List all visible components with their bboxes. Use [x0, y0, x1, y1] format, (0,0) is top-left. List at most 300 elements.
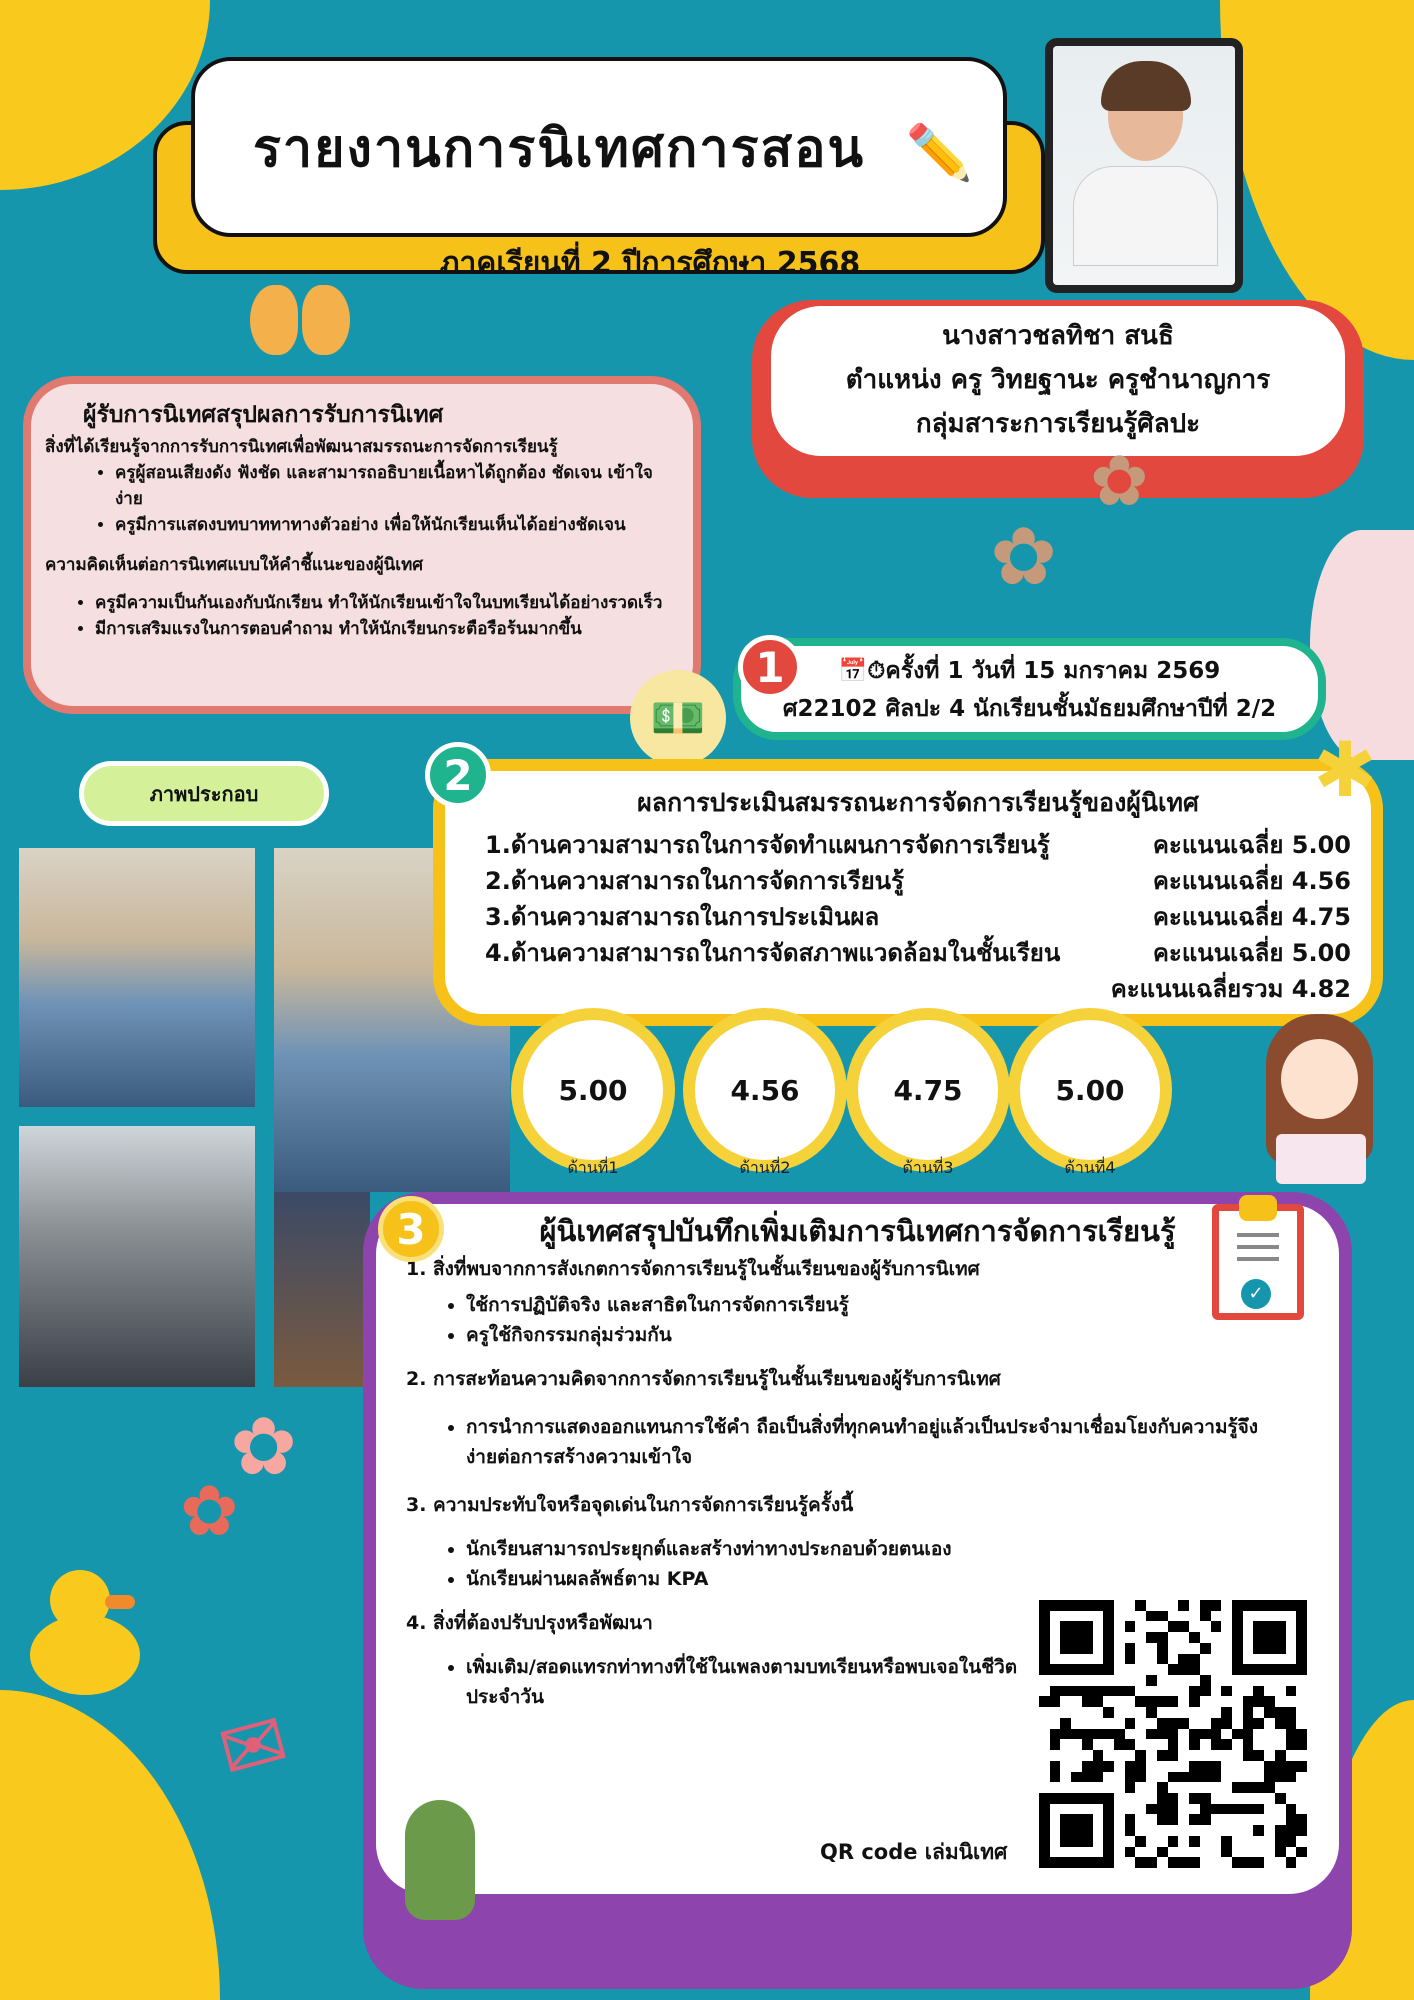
- qr-module: [1135, 1857, 1146, 1868]
- qr-module: [1071, 1729, 1082, 1740]
- qr-module: [1039, 1772, 1050, 1783]
- qr-module: [1146, 1664, 1157, 1675]
- qr-module: [1103, 1707, 1114, 1718]
- qr-module: [1200, 1836, 1211, 1847]
- qr-module: [1093, 1686, 1104, 1697]
- qr-module: [1082, 1793, 1093, 1804]
- qr-module: [1146, 1761, 1157, 1772]
- qr-module: [1071, 1847, 1082, 1858]
- qr-module: [1039, 1836, 1050, 1847]
- qr-module: [1039, 1611, 1050, 1622]
- qr-module: [1146, 1686, 1157, 1697]
- qr-module: [1286, 1836, 1297, 1847]
- qr-module: [1146, 1847, 1157, 1858]
- qr-module: [1157, 1793, 1168, 1804]
- qr-module: [1093, 1857, 1104, 1868]
- qr-module: [1275, 1750, 1286, 1761]
- qr-module: [1275, 1793, 1286, 1804]
- qr-module: [1093, 1729, 1104, 1740]
- qr-module: [1221, 1632, 1232, 1643]
- qr-module: [1093, 1761, 1104, 1772]
- qr-module: [1275, 1600, 1286, 1611]
- qr-module: [1253, 1793, 1264, 1804]
- qr-module: [1275, 1707, 1286, 1718]
- qr-module: [1232, 1825, 1243, 1836]
- qr-module: [1221, 1761, 1232, 1772]
- qr-module: [1243, 1611, 1254, 1622]
- qr-module: [1296, 1772, 1307, 1783]
- qr-module: [1103, 1750, 1114, 1761]
- qr-module: [1253, 1739, 1264, 1750]
- qr-module: [1093, 1611, 1104, 1622]
- qr-module: [1296, 1750, 1307, 1761]
- qr-module: [1103, 1611, 1114, 1622]
- qr-module: [1060, 1772, 1071, 1783]
- qr-module: [1253, 1814, 1264, 1825]
- qr-module: [1296, 1739, 1307, 1750]
- qr-module: [1296, 1664, 1307, 1675]
- step-1-badge: 1: [738, 635, 802, 699]
- qr-module: [1275, 1847, 1286, 1858]
- qr-module: [1243, 1600, 1254, 1611]
- qr-module: [1189, 1675, 1200, 1686]
- qr-module: [1125, 1857, 1136, 1868]
- qr-module: [1189, 1857, 1200, 1868]
- qr-module: [1157, 1718, 1168, 1729]
- qr-module: [1114, 1772, 1125, 1783]
- qr-module: [1275, 1654, 1286, 1665]
- qr-module: [1135, 1847, 1146, 1858]
- qr-module: [1060, 1611, 1071, 1622]
- qr-module: [1157, 1600, 1168, 1611]
- qr-module: [1103, 1825, 1114, 1836]
- qr-module: [1157, 1761, 1168, 1772]
- qr-module: [1221, 1750, 1232, 1761]
- qr-module: [1286, 1600, 1297, 1611]
- learned-item: • ครูมีการแสดงบทบาททาทางตัวอย่าง เพื่อให้นักเรียนเห็นได้อย่างชัดเจน: [115, 512, 679, 538]
- qr-module: [1232, 1632, 1243, 1643]
- qr-module: [1039, 1739, 1050, 1750]
- qr-module: [1093, 1750, 1104, 1761]
- qr-module: [1093, 1696, 1104, 1707]
- qr-module: [1060, 1750, 1071, 1761]
- qr-module: [1071, 1814, 1082, 1825]
- qr-module: [1253, 1632, 1264, 1643]
- qr-module: [1168, 1825, 1179, 1836]
- qr-module: [1178, 1686, 1189, 1697]
- qr-module: [1189, 1621, 1200, 1632]
- qr-module: [1125, 1696, 1136, 1707]
- opinion-item: • ครูมีความเป็นกันเองกับนักเรียน ทำให้นักเรียนเข้าใจในบทเรียนได้อย่างรวดเร็ว: [95, 590, 679, 616]
- qr-module: [1296, 1643, 1307, 1654]
- qr-module: [1093, 1632, 1104, 1643]
- qr-module: [1200, 1814, 1211, 1825]
- qr-module: [1135, 1621, 1146, 1632]
- qr-module: [1050, 1696, 1061, 1707]
- qr-module: [1050, 1621, 1061, 1632]
- qr-module: [1264, 1739, 1275, 1750]
- qr-module: [1093, 1739, 1104, 1750]
- qr-module: [1146, 1793, 1157, 1804]
- qr-module: [1178, 1621, 1189, 1632]
- qr-module: [1211, 1782, 1222, 1793]
- notes-heading: 2. การสะท้อนความคิดจากการจัดการเรียนรู้ในชั้นเรียนของผู้รับการนิเทศ: [406, 1368, 1001, 1390]
- qr-module: [1275, 1621, 1286, 1632]
- qr-module: [1264, 1611, 1275, 1622]
- qr-module: [1200, 1761, 1211, 1772]
- qr-module: [1286, 1621, 1297, 1632]
- qr-module: [1275, 1632, 1286, 1643]
- qr-module: [1114, 1804, 1125, 1815]
- qr-module: [1243, 1696, 1254, 1707]
- qr-module: [1050, 1600, 1061, 1611]
- qr-module: [1221, 1857, 1232, 1868]
- qr-module: [1103, 1804, 1114, 1815]
- duck-illustration: [30, 1570, 140, 1700]
- qr-module: [1275, 1643, 1286, 1654]
- qr-module: [1093, 1814, 1104, 1825]
- title-box: [191, 57, 1007, 237]
- qr-module: [1135, 1793, 1146, 1804]
- session-date: ครั้งที่ 1 วันที่ 15 มกราคม 2569: [885, 658, 1221, 684]
- qr-module: [1114, 1611, 1125, 1622]
- qr-module: [1253, 1847, 1264, 1858]
- qr-module: [1082, 1782, 1093, 1793]
- qr-module: [1286, 1675, 1297, 1686]
- qr-module: [1200, 1772, 1211, 1783]
- qr-module: [1060, 1696, 1071, 1707]
- qr-module: [1178, 1675, 1189, 1686]
- qr-module: [1275, 1772, 1286, 1783]
- qr-module: [1200, 1686, 1211, 1697]
- qr-module: [1296, 1782, 1307, 1793]
- score-badge-label: ด้านที่1: [567, 1158, 619, 1177]
- pencil-eraser-icon: ✏️: [905, 121, 973, 184]
- qr-module: [1275, 1857, 1286, 1868]
- qr-module: [1189, 1814, 1200, 1825]
- qr-module: [1103, 1729, 1114, 1740]
- assessment-label: 4.ด้านความสามารถในการจัดสภาพแวดล้อมในชั้นเรียน: [485, 939, 1061, 967]
- qr-module: [1296, 1825, 1307, 1836]
- qr-module: [1168, 1621, 1179, 1632]
- qr-module: [1232, 1675, 1243, 1686]
- qr-module: [1264, 1675, 1275, 1686]
- qr-module: [1168, 1814, 1179, 1825]
- qr-code[interactable]: [1039, 1600, 1307, 1868]
- qr-module: [1168, 1836, 1179, 1847]
- qr-module: [1168, 1782, 1179, 1793]
- qr-module: [1200, 1729, 1211, 1740]
- qr-module: [1125, 1654, 1136, 1665]
- qr-module: [1221, 1696, 1232, 1707]
- qr-module: [1189, 1707, 1200, 1718]
- qr-module: [1178, 1654, 1189, 1665]
- qr-module: [1050, 1804, 1061, 1815]
- qr-module: [1071, 1772, 1082, 1783]
- qr-module: [1135, 1825, 1146, 1836]
- qr-module: [1286, 1632, 1297, 1643]
- qr-module: [1114, 1632, 1125, 1643]
- qr-module: [1189, 1654, 1200, 1665]
- qr-module: [1264, 1793, 1275, 1804]
- qr-module: [1103, 1664, 1114, 1675]
- qr-module: [1168, 1696, 1179, 1707]
- tree-illustration: [405, 1800, 475, 1920]
- qr-module: [1253, 1782, 1264, 1793]
- qr-module: [1168, 1847, 1179, 1858]
- qr-module: [1253, 1804, 1264, 1815]
- qr-module: [1082, 1696, 1093, 1707]
- qr-module: [1189, 1729, 1200, 1740]
- qr-module: [1093, 1804, 1104, 1815]
- qr-module: [1114, 1707, 1125, 1718]
- qr-module: [1232, 1793, 1243, 1804]
- qr-module: [1135, 1782, 1146, 1793]
- qr-module: [1221, 1611, 1232, 1622]
- qr-module: [1071, 1750, 1082, 1761]
- score-badge-3: 4.75: [858, 1020, 998, 1160]
- qr-module: [1135, 1804, 1146, 1815]
- qr-module: [1232, 1804, 1243, 1815]
- opinion-heading: ความคิดเห็นต่อการนิเทศแบบให้คำชี้แนะของผู้นิเทศ: [45, 555, 424, 575]
- notes-item: • การนำการแสดงออกแทนการใช้คำ ถือเป็นสิ่งที่ทุกคนทำอยู่แล้วเป็นประจำมาเชื่อมโยงกับความรู้จึงง่ายต่อการสร้างความเข้าใจ: [466, 1412, 1269, 1472]
- qr-module: [1125, 1686, 1136, 1697]
- qr-module: [1093, 1643, 1104, 1654]
- qr-module: [1178, 1696, 1189, 1707]
- qr-module: [1296, 1718, 1307, 1729]
- supervisee-summary-box: [23, 376, 701, 714]
- qr-module: [1243, 1761, 1254, 1772]
- qr-module: [1135, 1643, 1146, 1654]
- qr-module: [1125, 1621, 1136, 1632]
- qr-module: [1125, 1772, 1136, 1783]
- qr-module: [1135, 1761, 1146, 1772]
- qr-module: [1060, 1793, 1071, 1804]
- assessment-label: 2.ด้านความสามารถในการจัดการเรียนรู้: [485, 867, 904, 895]
- qr-module: [1243, 1664, 1254, 1675]
- qr-module: [1114, 1664, 1125, 1675]
- qr-module: [1050, 1632, 1061, 1643]
- qr-module: [1071, 1686, 1082, 1697]
- qr-module: [1082, 1632, 1093, 1643]
- qr-module: [1221, 1739, 1232, 1750]
- qr-module: [1264, 1782, 1275, 1793]
- qr-module: [1211, 1739, 1222, 1750]
- qr-module: [1275, 1739, 1286, 1750]
- notes-item: • เพิ่มเติม/สอดแทรกท่าทางที่ใช้ในเพลงตามบทเรียนหรือพบเจอในชีวิตประจำวัน: [466, 1652, 1026, 1712]
- qr-module: [1286, 1793, 1297, 1804]
- qr-module: [1146, 1772, 1157, 1783]
- qr-module: [1157, 1804, 1168, 1815]
- qr-module: [1050, 1729, 1061, 1740]
- qr-module: [1221, 1825, 1232, 1836]
- qr-module: [1221, 1718, 1232, 1729]
- qr-module: [1146, 1707, 1157, 1718]
- qr-module: [1125, 1836, 1136, 1847]
- qr-module: [1071, 1836, 1082, 1847]
- score-badge-label: ด้านที่4: [1064, 1158, 1116, 1177]
- qr-module: [1060, 1632, 1071, 1643]
- qr-module: [1200, 1847, 1211, 1858]
- qr-module: [1168, 1804, 1179, 1815]
- qr-module: [1200, 1611, 1211, 1622]
- qr-module: [1146, 1804, 1157, 1815]
- qr-module: [1264, 1836, 1275, 1847]
- qr-module: [1275, 1761, 1286, 1772]
- qr-module: [1060, 1643, 1071, 1654]
- qr-module: [1243, 1707, 1254, 1718]
- qr-module: [1200, 1643, 1211, 1654]
- qr-module: [1221, 1621, 1232, 1632]
- qr-module: [1103, 1621, 1114, 1632]
- teacher-photo: [1045, 38, 1243, 293]
- qr-module: [1232, 1772, 1243, 1783]
- qr-module: [1221, 1847, 1232, 1858]
- score-badge-label: ด้านที่3: [902, 1158, 954, 1177]
- qr-module: [1071, 1664, 1082, 1675]
- qr-module: [1211, 1804, 1222, 1815]
- money-icon: 💵: [630, 670, 726, 766]
- qr-module: [1082, 1675, 1093, 1686]
- qr-module: [1135, 1664, 1146, 1675]
- qr-module: [1221, 1793, 1232, 1804]
- qr-module: [1125, 1707, 1136, 1718]
- qr-module: [1146, 1611, 1157, 1622]
- qr-module: [1093, 1654, 1104, 1665]
- qr-module: [1232, 1718, 1243, 1729]
- qr-module: [1211, 1793, 1222, 1804]
- qr-module: [1114, 1654, 1125, 1665]
- qr-module: [1189, 1804, 1200, 1815]
- qr-module: [1275, 1729, 1286, 1740]
- qr-module: [1178, 1750, 1189, 1761]
- qr-module: [1200, 1782, 1211, 1793]
- qr-module: [1125, 1825, 1136, 1836]
- qr-module: [1071, 1621, 1082, 1632]
- qr-module: [1146, 1814, 1157, 1825]
- qr-module: [1146, 1750, 1157, 1761]
- qr-module: [1071, 1739, 1082, 1750]
- qr-module: [1253, 1696, 1264, 1707]
- qr-module: [1286, 1654, 1297, 1665]
- qr-module: [1082, 1847, 1093, 1858]
- qr-module: [1050, 1772, 1061, 1783]
- qr-module: [1211, 1814, 1222, 1825]
- qr-module: [1071, 1782, 1082, 1793]
- qr-module: [1275, 1782, 1286, 1793]
- qr-module: [1275, 1836, 1286, 1847]
- qr-module: [1039, 1814, 1050, 1825]
- qr-module: [1071, 1804, 1082, 1815]
- qr-module: [1125, 1600, 1136, 1611]
- qr-module: [1125, 1793, 1136, 1804]
- qr-module: [1232, 1611, 1243, 1622]
- qr-module: [1135, 1707, 1146, 1718]
- qr-module: [1211, 1611, 1222, 1622]
- qr-module: [1200, 1654, 1211, 1665]
- qr-module: [1286, 1857, 1297, 1868]
- qr-module: [1211, 1825, 1222, 1836]
- qr-module: [1071, 1707, 1082, 1718]
- assessment-score: คะแนนเฉลี่ย 5.00: [1152, 831, 1351, 859]
- qr-module: [1178, 1793, 1189, 1804]
- qr-module: [1189, 1772, 1200, 1783]
- assessment-row: [485, 899, 1351, 935]
- qr-module: [1060, 1857, 1071, 1868]
- qr-module: [1168, 1675, 1179, 1686]
- qr-module: [1296, 1686, 1307, 1697]
- qr-module: [1146, 1643, 1157, 1654]
- qr-module: [1114, 1750, 1125, 1761]
- qr-module: [1125, 1739, 1136, 1750]
- qr-module: [1157, 1739, 1168, 1750]
- qr-module: [1253, 1686, 1264, 1697]
- qr-module: [1232, 1739, 1243, 1750]
- qr-module: [1264, 1772, 1275, 1783]
- brown-flower-icon: ✿: [990, 510, 1058, 603]
- qr-module: [1286, 1814, 1297, 1825]
- qr-module: [1125, 1804, 1136, 1815]
- learned-item: • ครูผู้สอนเสียงดัง ฟังชัด และสามารถอธิบายเนื้อหาได้ถูกต้อง ชัดเจน เข้าใจง่าย: [115, 460, 679, 512]
- qr-module: [1114, 1782, 1125, 1793]
- qr-module: [1264, 1696, 1275, 1707]
- qr-module: [1178, 1718, 1189, 1729]
- qr-module: [1114, 1696, 1125, 1707]
- qr-module: [1157, 1675, 1168, 1686]
- qr-module: [1146, 1718, 1157, 1729]
- qr-module: [1157, 1782, 1168, 1793]
- qr-module: [1082, 1621, 1093, 1632]
- qr-module: [1071, 1611, 1082, 1622]
- qr-module: [1103, 1761, 1114, 1772]
- qr-module: [1114, 1729, 1125, 1740]
- qr-module: [1243, 1632, 1254, 1643]
- qr-module: [1232, 1654, 1243, 1665]
- qr-module: [1275, 1611, 1286, 1622]
- qr-module: [1060, 1836, 1071, 1847]
- qr-module: [1157, 1686, 1168, 1697]
- brown-flower-icon: ✿: [1090, 440, 1149, 522]
- qr-module: [1082, 1825, 1093, 1836]
- qr-module: [1114, 1814, 1125, 1825]
- qr-module: [1157, 1632, 1168, 1643]
- qr-module: [1211, 1632, 1222, 1643]
- qr-module: [1253, 1621, 1264, 1632]
- qr-module: [1232, 1782, 1243, 1793]
- qr-module: [1264, 1621, 1275, 1632]
- qr-module: [1114, 1621, 1125, 1632]
- qr-module: [1103, 1632, 1114, 1643]
- qr-module: [1093, 1793, 1104, 1804]
- qr-module: [1189, 1847, 1200, 1858]
- qr-module: [1125, 1782, 1136, 1793]
- qr-module: [1050, 1643, 1061, 1654]
- qr-module: [1221, 1664, 1232, 1675]
- qr-module: [1135, 1729, 1146, 1740]
- qr-module: [1275, 1814, 1286, 1825]
- qr-module: [1103, 1643, 1114, 1654]
- qr-module: [1200, 1750, 1211, 1761]
- qr-module: [1039, 1600, 1050, 1611]
- notes-heading: 3. ความประทับใจหรือจุดเด่นในการจัดการเรียนรู้ครั้งนี้: [406, 1494, 854, 1516]
- qr-module: [1082, 1836, 1093, 1847]
- qr-module: [1264, 1600, 1275, 1611]
- qr-module: [1135, 1600, 1146, 1611]
- qr-module: [1189, 1739, 1200, 1750]
- qr-module: [1114, 1643, 1125, 1654]
- qr-module: [1039, 1804, 1050, 1815]
- qr-module: [1253, 1654, 1264, 1665]
